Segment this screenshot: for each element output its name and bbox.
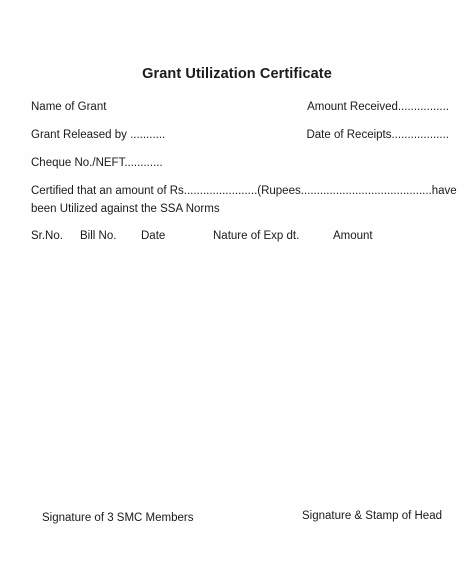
page-title: Grant Utilization Certificate xyxy=(142,66,332,82)
cheque-no-label: Cheque No./NEFT............ xyxy=(31,157,163,169)
column-header-bill-no: Bill No. xyxy=(80,230,117,242)
column-header-sr-no: Sr.No. xyxy=(31,230,63,242)
signature-stamp-head: Signature & Stamp of Head xyxy=(302,510,442,522)
date-of-receipts-label: Date of Receipts.................. xyxy=(306,129,449,141)
column-header-date: Date xyxy=(141,230,166,242)
column-header-amount: Amount xyxy=(333,230,373,242)
certification-statement-line2: been Utilized against the SSA Norms xyxy=(31,203,220,215)
grant-released-by-label: Grant Released by ........... xyxy=(31,129,166,141)
signature-smc-members: Signature of 3 SMC Members xyxy=(42,512,194,524)
certification-statement-line1 xyxy=(31,185,457,197)
table-header-row xyxy=(0,230,474,246)
certification-text-part2: have xyxy=(431,185,457,197)
column-header-nature-of-exp: Nature of Exp dt. xyxy=(213,230,300,242)
amount-received-label: Amount Received................ xyxy=(307,101,449,113)
name-of-grant-label: Name of Grant xyxy=(31,101,107,113)
certification-text-part1: Certified that an amount of Rs.......................(Rupees......................................... xyxy=(31,185,432,197)
